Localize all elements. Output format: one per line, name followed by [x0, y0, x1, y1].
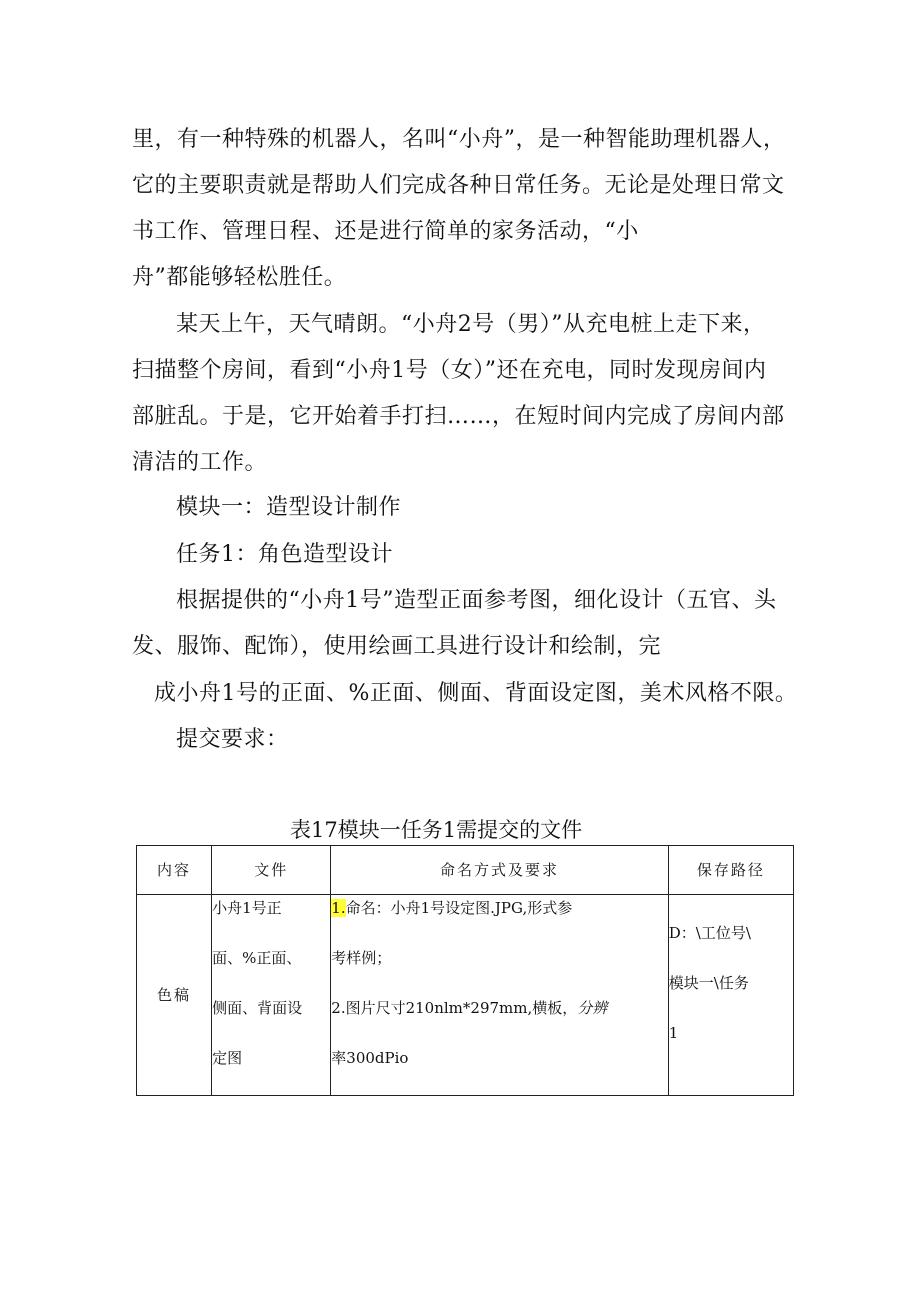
header-content: 内容 [137, 846, 212, 895]
section-heading: 模块一：造型设计制作 [176, 495, 402, 520]
paragraph-line: 某天上午，天气晴朗。“小舟2号（男）”从充电桩上走下来， [176, 312, 766, 337]
path-line: 模块一\任务 [668, 974, 749, 992]
rule-text: 命名：小舟1号设定图.JPG,形式参 [345, 899, 573, 917]
cell-save-path [668, 895, 793, 1096]
file-line: 面、%正面、 [212, 949, 302, 967]
cell-content: 色稿 [137, 895, 212, 1096]
table-row [137, 895, 794, 1096]
submission-heading: 提交要求： [176, 727, 289, 752]
rule-line: 考样例； [331, 949, 392, 967]
header-save-path: 保存路径 [668, 846, 793, 895]
paragraph-line: 里，有一种特殊的机器人，名叫“小舟”，是一种智能助理机器人， [132, 127, 786, 152]
rule-text-italic: 分辨 [577, 999, 608, 1017]
cell-file [212, 895, 331, 1096]
rule-line [331, 995, 668, 1045]
cell-naming [331, 895, 669, 1096]
paragraph-line: 清洁的工作。 [132, 450, 268, 475]
path-line: 1 [668, 1024, 679, 1042]
paragraph-line: 根据提供的“小舟1号”造型正面参考图，细化设计（五官、头 [176, 588, 777, 613]
paragraph-line: 部脏乱。于是，它开始着手打扫……，在短时间内完成了房间内部 [132, 404, 785, 429]
paragraph-line: 成小舟1号的正面、%正面、侧面、背面设定图，美术风格不限。 [154, 681, 798, 706]
submission-table [136, 845, 794, 1096]
rule-line [331, 895, 668, 945]
task-heading: 任务1：角色造型设计 [176, 542, 393, 567]
file-line: 小舟1号正 [212, 899, 282, 917]
header-file: 文件 [212, 846, 331, 895]
rule-line: 率300dPio [331, 1049, 409, 1067]
paragraph-line: 发、服饰、配饰），使用绘画工具进行设计和绘制，完 [132, 634, 662, 659]
paragraph-line: 它的主要职责就是帮助人们完成各种日常任务。无论是处理日常文 [132, 173, 785, 198]
rule-text: 2.图片尺寸210nlm*297mm,横板， [331, 999, 578, 1017]
path-line: D：\工位号\ [668, 924, 751, 942]
highlighted-number: 1. [331, 899, 346, 917]
header-naming: 命名方式及要求 [331, 846, 669, 895]
paragraph-line: 舟”都能够轻松胜任。 [132, 265, 347, 290]
file-line: 定图 [212, 1049, 243, 1067]
file-line: 侧面、背面设 [212, 999, 303, 1017]
table-caption: 表17模块一任务1需提交的文件 [290, 818, 583, 842]
paragraph-line: 书工作、管理日程、还是进行简单的家务活动，“小 [132, 219, 639, 244]
paragraph-line: 扫描整个房间，看到“小舟1号（女）”还在充电，同时发现房间内 [132, 358, 767, 383]
table-header-row [137, 846, 794, 895]
